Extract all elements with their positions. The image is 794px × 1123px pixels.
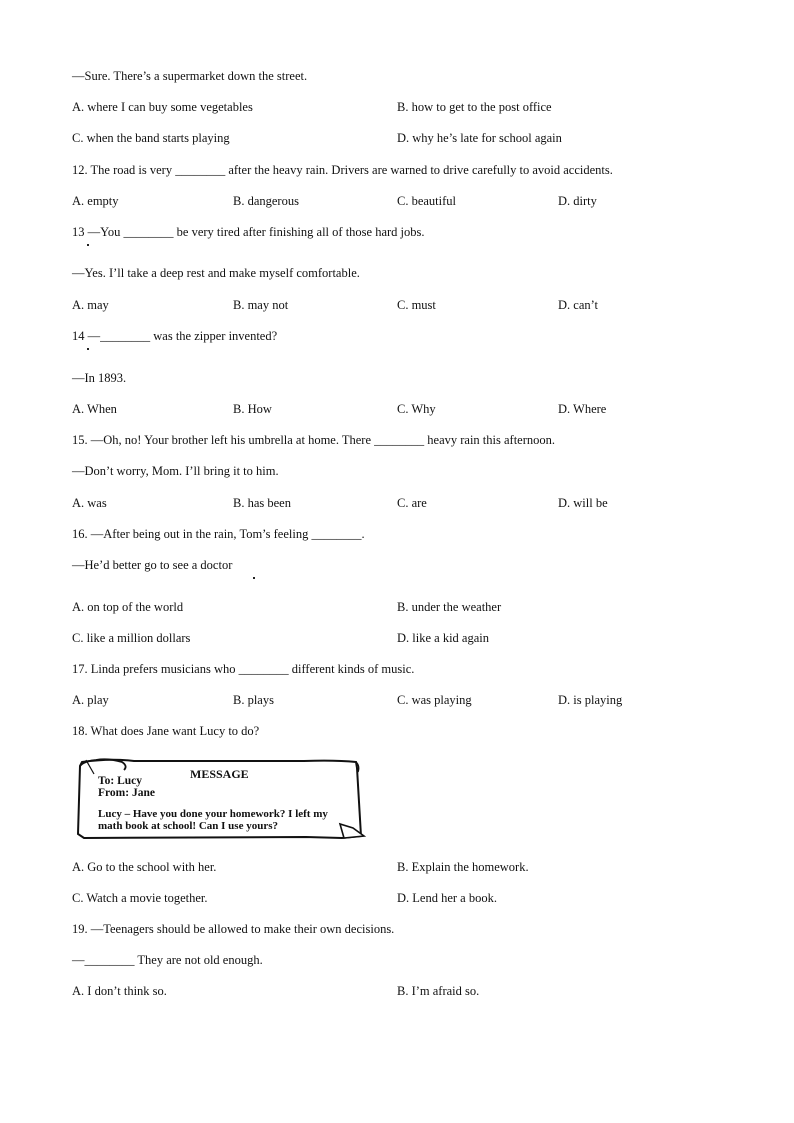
q14-option-d[interactable]: D. Where (558, 402, 607, 416)
q12-option-b[interactable]: B. dangerous (233, 194, 299, 208)
message-from: From: Jane (98, 787, 155, 799)
q12-option-d[interactable]: D. dirty (558, 194, 597, 208)
q11-option-a[interactable]: A. where I can buy some vegetables (72, 100, 253, 114)
message-note-illustration (74, 758, 369, 842)
q13-option-c[interactable]: C. must (397, 298, 436, 312)
q15-response: —Don’t worry, Mom. I’ll bring it to him. (72, 464, 279, 478)
q18-option-a[interactable]: A. Go to the school with her. (72, 860, 217, 874)
q11-option-b[interactable]: B. how to get to the post office (397, 100, 552, 114)
q19-response: —________ They are not old enough. (72, 953, 263, 967)
message-to: To: Lucy (98, 775, 142, 787)
q19-option-a[interactable]: A. I don’t think so. (72, 984, 167, 998)
q13-option-b[interactable]: B. may not (233, 298, 289, 312)
q16-response: —He’d better go to see a doctor (72, 558, 233, 572)
q18-option-c[interactable]: C. Watch a movie together. (72, 891, 208, 905)
q12-option-c[interactable]: C. beautiful (397, 194, 457, 208)
q13-number-dot (87, 244, 89, 246)
q17-option-a[interactable]: A. play (72, 693, 109, 707)
q12-option-a[interactable]: A. empty (72, 194, 119, 208)
q19-option-b[interactable]: B. I’m afraid so. (397, 984, 480, 998)
q14-response: —In 1893. (72, 371, 127, 385)
q17-option-d[interactable]: D. is playing (558, 693, 623, 707)
q16-option-d[interactable]: D. like a kid again (397, 631, 489, 645)
q16-trailing-dot (253, 577, 255, 579)
q15-option-d[interactable]: D. will be (558, 496, 608, 510)
q15-option-a[interactable]: A. was (72, 496, 107, 510)
q16-option-c[interactable]: C. like a million dollars (72, 631, 191, 645)
q15-stem: 15. —Oh, no! Your brother left his umbrella at home. There ________ heavy rain this afternoon. (72, 433, 556, 447)
message-body-line-1: Lucy – Have you done your homework? I left my (98, 808, 328, 820)
q18-option-d[interactable]: D. Lend her a book. (397, 891, 497, 905)
message-title: MESSAGE (190, 767, 249, 781)
q17-option-c[interactable]: C. was playing (397, 693, 472, 707)
q11-option-c[interactable]: C. when the band starts playing (72, 131, 230, 145)
q14-option-b[interactable]: B. How (233, 402, 272, 416)
q18-option-b[interactable]: B. Explain the homework. (397, 860, 529, 874)
q14-option-a[interactable]: A. When (72, 402, 117, 416)
q12-stem: 12. The road is very ________ after the heavy rain. Drivers are warned to drive carefully to avoid accidents. (72, 163, 613, 177)
q17-stem: 17. Linda prefers musicians who ________ different kinds of music. (72, 662, 415, 676)
q16-option-b[interactable]: B. under the weather (397, 600, 502, 614)
q11-option-d[interactable]: D. why he’s late for school again (397, 131, 562, 145)
q13-option-a[interactable]: A. may (72, 298, 109, 312)
message-body-line-2: math book at school! Can I use yours? (98, 820, 278, 832)
q11-dialog-line: —Sure. There’s a supermarket down the street. (72, 69, 308, 83)
q15-option-b[interactable]: B. has been (233, 496, 291, 510)
q17-option-b[interactable]: B. plays (233, 693, 274, 707)
q13-stem: 13 —You ________ be very tired after finishing all of those hard jobs. (72, 225, 425, 239)
q18-stem: 18. What does Jane want Lucy to do? (72, 724, 260, 738)
q13-response: —Yes. I’ll take a deep rest and make myself comfortable. (72, 266, 360, 280)
q14-stem: 14 —________ was the zipper invented? (72, 329, 278, 343)
q13-option-d[interactable]: D. can’t (558, 298, 599, 312)
q14-number-dot (87, 348, 89, 350)
q16-option-a[interactable]: A. on top of the world (72, 600, 184, 614)
q15-option-c[interactable]: C. are (397, 496, 427, 510)
q19-stem: 19. —Teenagers should be allowed to make their own decisions. (72, 922, 395, 936)
q14-option-c[interactable]: C. Why (397, 402, 436, 416)
q16-stem: 16. —After being out in the rain, Tom’s feeling ________. (72, 527, 365, 541)
